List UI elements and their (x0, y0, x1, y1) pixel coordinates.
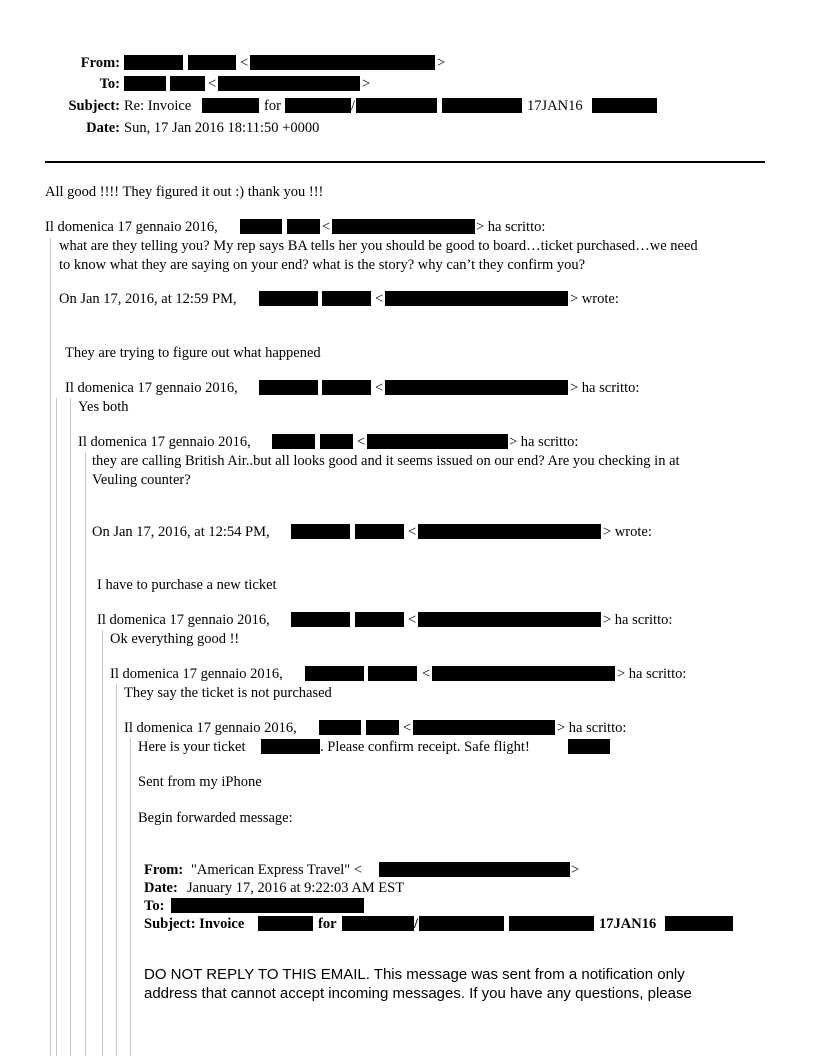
quote-text: Sent from my iPhone (138, 774, 262, 790)
redaction-block (332, 219, 475, 234)
redaction-block (322, 291, 371, 306)
redaction-block (385, 291, 568, 306)
subject-prefix: Re: Invoice (124, 98, 192, 114)
quote-attribution: On Jan 17, 2016, at 12:54 PM, (92, 524, 270, 540)
redaction-block (320, 434, 353, 449)
quote-attribution-suffix: > ha scritto: (570, 380, 640, 396)
subject-slash: / (351, 98, 356, 114)
redaction-block (385, 380, 568, 395)
fwd-date-label: Date: (144, 880, 178, 896)
redaction-block (218, 76, 360, 91)
redaction-block (368, 666, 417, 681)
quote-attribution-suffix: > ha scritto: (476, 219, 546, 235)
quote-attribution: On Jan 17, 2016, at 12:59 PM, (59, 291, 237, 307)
quote-attribution-suffix: > ha scritto: (617, 666, 687, 682)
quote-text: Ok everything good !! (110, 631, 240, 647)
redaction-block (258, 916, 313, 931)
quote-text: They say the ticket is not purchased (124, 685, 332, 701)
fwd-from-label: From: (144, 862, 184, 878)
fwd-subject-for: for (318, 916, 337, 932)
redaction-block (259, 291, 318, 306)
from-label: From: (80, 55, 120, 71)
redaction-block (250, 55, 435, 70)
angle-open: < (375, 291, 384, 307)
redaction-block (272, 434, 315, 449)
angle-open: < (375, 380, 384, 396)
redaction-block (355, 612, 404, 627)
notice-text: DO NOT REPLY TO THIS EMAIL. This message was sent from a notification only (144, 966, 685, 983)
redaction-block (124, 76, 166, 91)
redaction-block (291, 524, 350, 539)
redaction-block (379, 862, 570, 877)
redaction-block (419, 916, 504, 931)
quote-bar (85, 452, 86, 1056)
quote-attribution: Il domenica 17 gennaio 2016, (97, 612, 270, 628)
redaction-block (291, 612, 350, 627)
notice-text: address that cannot accept incoming messages. If you have any questions, please (144, 985, 692, 1002)
quote-bar (116, 684, 117, 1056)
subject-date: 17JAN16 (527, 98, 583, 114)
angle-open: < (240, 55, 249, 71)
redaction-block (305, 666, 364, 681)
redaction-block (432, 666, 615, 681)
redaction-block (261, 739, 320, 754)
angle-open: < (422, 666, 431, 682)
top-message: All good !!!! They figured it out :) thank you !!! (45, 184, 324, 200)
quote-attribution-suffix: > wrote: (570, 291, 619, 307)
redaction-block (355, 524, 404, 539)
angle-close: > (362, 76, 371, 92)
quote-text: Veuling counter? (92, 472, 191, 488)
quote-attribution: Il domenica 17 gennaio 2016, (78, 434, 251, 450)
quote-text: They are trying to figure out what happened (65, 345, 321, 361)
angle-open: < (403, 720, 412, 736)
redaction-block (240, 219, 282, 234)
redaction-block (418, 612, 601, 627)
redaction-block (568, 739, 610, 754)
quote-text: I have to purchase a new ticket (97, 577, 277, 593)
redaction-block (509, 916, 594, 931)
subject-label: Subject: (68, 98, 120, 114)
redaction-block (188, 55, 236, 70)
quote-text: to know what they are saying on your end? what is the story? why can’t they confirm you? (59, 257, 586, 273)
quote-bar (56, 398, 57, 1056)
angle-open: < (322, 219, 331, 235)
redaction-block (285, 98, 351, 113)
quote-attribution-suffix: > ha scritto: (603, 612, 673, 628)
header-divider (45, 161, 765, 163)
redaction-block (342, 916, 414, 931)
redaction-block (418, 524, 601, 539)
angle-open: < (408, 524, 417, 540)
quote-attribution-suffix: > ha scritto: (557, 720, 627, 736)
redaction-block (259, 380, 318, 395)
redaction-block (124, 55, 183, 70)
subject-for: for (264, 98, 281, 114)
angle-close: > (437, 55, 446, 71)
angle-open: < (408, 612, 417, 628)
date-label: Date: (86, 120, 120, 136)
redaction-block (413, 720, 555, 735)
fwd-subject-date: 17JAN16 (599, 916, 657, 932)
fwd-date-value: January 17, 2016 at 9:22:03 AM EST (187, 880, 405, 896)
fwd-to-label: To: (144, 898, 165, 914)
redaction-block (170, 76, 205, 91)
quote-text: Begin forwarded message: (138, 810, 293, 826)
quote-bar (70, 398, 71, 1056)
angle-open: < (208, 76, 217, 92)
redaction-block (202, 98, 259, 113)
quote-attribution: Il domenica 17 gennaio 2016, (65, 380, 238, 396)
redaction-block (319, 720, 361, 735)
redaction-block (356, 98, 437, 113)
quote-bar (50, 238, 51, 1056)
redaction-block (366, 720, 399, 735)
quote-bar (130, 738, 131, 1056)
quote-attribution: Il domenica 17 gennaio 2016, (45, 219, 218, 235)
to-label: To: (99, 76, 120, 92)
quote-attribution-suffix: > wrote: (603, 524, 652, 540)
redaction-block (592, 98, 657, 113)
redaction-block (665, 916, 733, 931)
fwd-from-value: "American Express Travel" < (191, 862, 363, 878)
quote-text: . Please confirm receipt. Safe flight! (320, 739, 530, 755)
quote-attribution-suffix: > ha scritto: (509, 434, 579, 450)
redaction-block (287, 219, 320, 234)
redaction-block (171, 898, 364, 913)
angle-close: > (571, 862, 580, 878)
quote-text: they are calling British Air..but all looks good and it seems issued on our end? Are you checking in at (92, 453, 680, 469)
redaction-block (442, 98, 522, 113)
quote-text: Yes both (78, 399, 129, 415)
redaction-block (322, 380, 371, 395)
fwd-subject-slash: / (414, 916, 419, 932)
angle-open: < (357, 434, 366, 450)
quote-bar (102, 630, 103, 1056)
quote-attribution: Il domenica 17 gennaio 2016, (124, 720, 297, 736)
redaction-block (367, 434, 508, 449)
quote-text: Here is your ticket (138, 739, 246, 755)
quote-text: what are they telling you? My rep says BA tells her you should be good to board…ticket purchased…we need (59, 238, 698, 254)
quote-attribution: Il domenica 17 gennaio 2016, (110, 666, 283, 682)
fwd-subject-label: Subject: Invoice (144, 916, 245, 932)
date-value: Sun, 17 Jan 2016 18:11:50 +0000 (124, 120, 320, 136)
